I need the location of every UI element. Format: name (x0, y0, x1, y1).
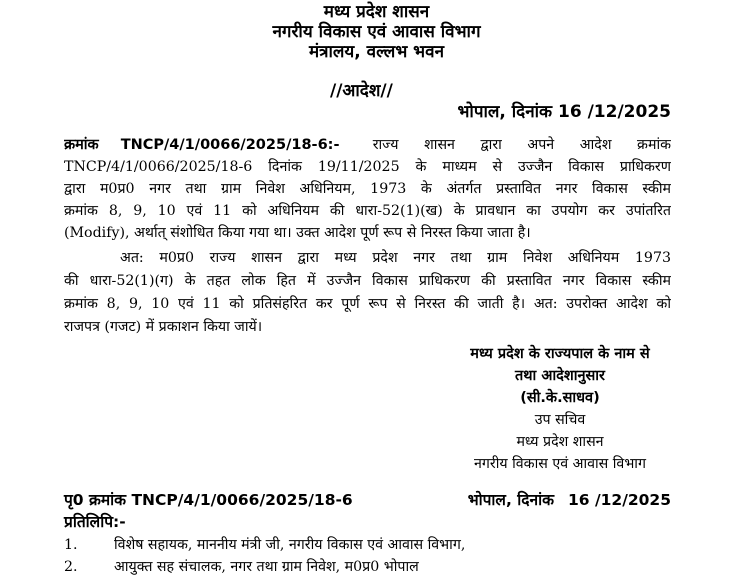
paragraph-2-line-4: राजपत्र (गजट) में प्रकाशन किया जायें। (64, 319, 263, 335)
signatory-designation: उप सचिव (534, 412, 586, 428)
copy-item-number: 2. (64, 559, 78, 575)
paragraph-1-line-4: क्रमांक 8, 9, 10 एवं 11 को अधिनियम की धारा-52(1)(ख) के प्रावधान का उपयोग कर उपांतरित (64, 203, 671, 219)
order-place-date: भोपाल, दिनांक 16 /12/2025 (457, 102, 671, 122)
paragraph-2-line-1: अत: म0प्र0 राज्य शासन द्वारा मध्य प्रदेश नगर तथा ग्राम निवेश अधिनियम 1973 (120, 250, 671, 266)
paragraph-1-line-2: TNCP/4/1/0066/2025/18-6 दिनांक 19/11/2025 के माध्यम से उज्जैन विकास प्राधिकरण (64, 159, 671, 175)
signature-block (430, 343, 690, 475)
paragraph-1-line-5: (Modify), अर्थात् संशोधित किया गया था। उक्त आदेश पूर्ण रूप से निरस्त किया जाता है। (64, 225, 531, 241)
signature-authority-line-2: तथा आदेशानुसार (514, 368, 605, 384)
paragraph-1-line-3: द्वारा म0प्र0 नगर तथा ग्राम निवेश अधिनियम, 1973 के अंतर्गत प्रस्तावित नगर विकास स्कीम (64, 181, 671, 197)
signature-authority-line-1: मध्य प्रदेश के राज्यपाल के नाम से (470, 346, 650, 362)
paragraph-2-line-2: की धारा-52(1)(ग) के तहत लोक हित में उज्जैन विकास प्राधिकरण की प्रस्तावित नगर विकास स्कीम (64, 273, 671, 289)
ref-label: क्रमांक (64, 137, 99, 153)
header-ministry: मंत्रालय, वल्लभ भवन (308, 42, 445, 62)
signatory-office-1: मध्य प्रदेश शासन (516, 434, 604, 450)
copy-to-title: प्रतिलिपि:- (64, 513, 126, 531)
ref-number: TNCP/4/1/0066/2025/18-6:- (120, 137, 340, 153)
header-government: मध्य प्रदेश शासन (323, 2, 430, 22)
copy-item-text: आयुक्त सह संचालक, नगर तथा ग्राम निवेश, म0प्र0 भोपाल (114, 559, 419, 575)
order-title: //आदेश// (330, 81, 393, 101)
copy-item-number: 1. (64, 537, 78, 553)
copy-item-text: विशेष सहायक, माननीय मंत्री जी, नगरीय विकास एवं आवास विभाग, (114, 537, 466, 553)
paragraph-1-line-1 (64, 134, 671, 156)
copy-item-2 (64, 556, 419, 578)
endorsement-reference: पृ0 क्रमांक TNCP/4/1/0066/2025/18-6 (64, 491, 353, 509)
signatory-name: (सी.के.साधव) (520, 390, 600, 406)
header-department: नगरीय विकास एवं आवास विभाग (272, 22, 481, 42)
paragraph-2-line-3: क्रमांक 8, 9, 10 एवं 11 को प्रतिसंहरित कर पूर्ण रूप से निरस्त की जाती है। अत: उपरोक्त आदेश को (64, 296, 671, 312)
paragraph-1-line-1-text: राज्य शासन द्वारा अपने आदेश क्रमांक (372, 137, 671, 153)
endorsement-place-date (468, 488, 671, 510)
signatory-office-2: नगरीय विकास एवं आवास विभाग (474, 456, 646, 472)
endorsement-place: भोपाल, दिनांक (467, 491, 554, 509)
endorsement-date: 16 /12/2025 (568, 491, 671, 509)
copy-item-1 (64, 534, 465, 556)
